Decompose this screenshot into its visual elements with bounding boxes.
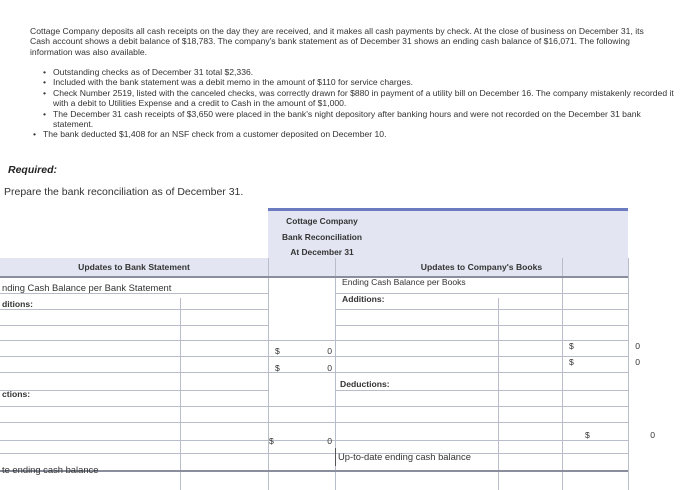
instruction-text: Prepare the bank reconciliation as of December 31. bbox=[4, 186, 244, 198]
bank-total-value: 0 bbox=[327, 346, 332, 356]
book-total-value: 0 bbox=[635, 341, 640, 351]
currency-symbol: $ bbox=[275, 346, 280, 356]
currency-symbol: $ bbox=[585, 430, 590, 440]
currency-symbol: $ bbox=[569, 357, 574, 367]
bank-deduction-amount-input[interactable] bbox=[180, 406, 268, 421]
book-addition-amount-input[interactable] bbox=[498, 309, 562, 324]
book-total-value: 0 bbox=[635, 357, 640, 367]
problem-intro: Cottage Company deposits all cash receipts on the day they are received, and it makes all cash payments by check. At the close of business on December 31, its Cash account shows a debit balance of $18,783. The company's bank statement as of December 31 shows an ending cash balance of $16,071. The following information was also available. bbox=[30, 26, 644, 57]
reconciliation-table bbox=[0, 208, 700, 490]
bullet-item: • The bank deducted $1,408 for an NSF check from a customer deposited on December 10. bbox=[30, 129, 680, 139]
bank-ending-balance-label: nding Cash Balance per Bank Statement bbox=[2, 282, 172, 293]
book-ending-balance-label: Ending Cash Balance per Books bbox=[342, 277, 466, 287]
bank-addition-amount-input[interactable] bbox=[180, 309, 268, 324]
bank-addition-description-input[interactable] bbox=[0, 309, 180, 324]
currency-symbol: $ bbox=[275, 363, 280, 373]
bank-deduction-description-input[interactable] bbox=[0, 406, 180, 421]
currency-symbol: $ bbox=[269, 436, 274, 446]
book-addition-description-input[interactable] bbox=[335, 309, 498, 324]
bullet-item: • The December 31 cash receipts of $3,650 were placed in the bank's night depository after banking hours and were not recorded on the December 31 bank statement. bbox=[40, 109, 680, 130]
bank-additions-label: ditions: bbox=[2, 299, 34, 309]
bank-final-balance-label: te ending cash balance bbox=[2, 464, 99, 475]
company-name: Cottage Company bbox=[286, 216, 358, 226]
bank-total-value: 0 bbox=[327, 363, 332, 373]
report-date: At December 31 bbox=[290, 247, 354, 257]
bank-total-value: 0 bbox=[327, 436, 332, 446]
book-additions-label: Additions: bbox=[342, 294, 385, 304]
book-deductions-label: Deductions: bbox=[340, 379, 390, 389]
book-deduction-amount-input[interactable] bbox=[498, 406, 562, 421]
bank-deductions-label: ctions: bbox=[2, 389, 31, 399]
bullet-item: • Outstanding checks as of December 31 total $2,336. bbox=[40, 67, 680, 77]
bullet-item: • Included with the bank statement was a debit memo in the amount of $110 for service charges. bbox=[40, 77, 680, 87]
book-side-header: Updates to Company's Books bbox=[335, 258, 628, 276]
currency-symbol: $ bbox=[569, 341, 574, 351]
book-total-value: 0 bbox=[650, 430, 655, 440]
bullet-item: • Check Number 2519, listed with the canceled checks, was correctly drawn for $880 in payment of a utility bill on December 16. The company mistakenly recorded it with a debit to Utilities Expense and a credit to Cash in the amount of $1,000. bbox=[40, 88, 680, 109]
required-label: Required: bbox=[8, 164, 58, 176]
problem-bullets bbox=[30, 67, 680, 140]
book-final-balance-label: Up-to-date ending cash balance bbox=[338, 451, 471, 462]
bank-side-header: Updates to Bank Statement bbox=[0, 258, 268, 276]
book-deduction-description-input[interactable] bbox=[335, 406, 498, 421]
report-title: Bank Reconciliation bbox=[281, 232, 363, 242]
